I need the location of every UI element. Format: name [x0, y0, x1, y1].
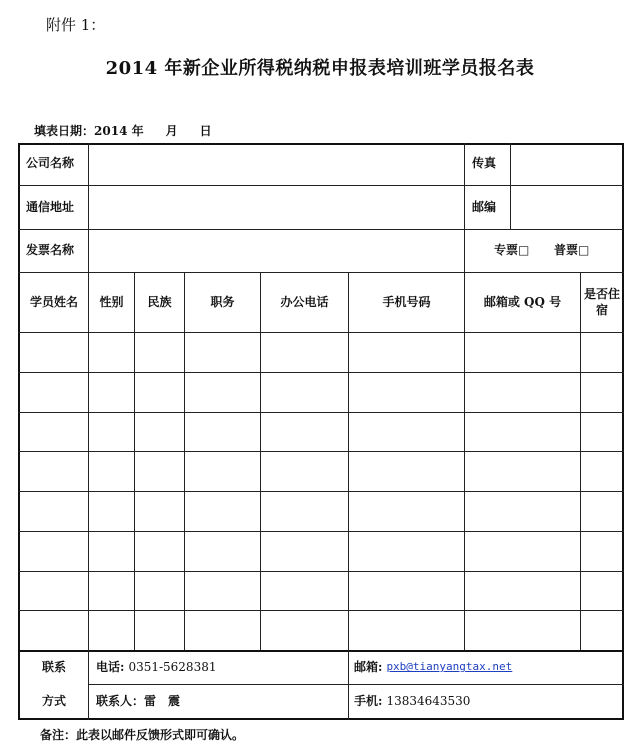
table-cell-mobile[interactable]	[350, 612, 462, 648]
contact-phone-label: 电话:	[96, 659, 125, 674]
divider	[18, 185, 624, 186]
contact-phone-value: 0351-5628381	[128, 659, 217, 674]
table-cell-mobile[interactable]	[350, 414, 462, 450]
table-cell-gender[interactable]	[90, 612, 132, 648]
address-field[interactable]	[90, 188, 462, 227]
contact-email-link[interactable]: pxb@tianyangtax.net	[386, 660, 513, 674]
table-cell-office-phone[interactable]	[262, 453, 346, 489]
table-cell-office-phone[interactable]	[262, 334, 346, 370]
table-cell-name[interactable]	[20, 453, 86, 489]
divider	[464, 143, 465, 272]
table-cell-ethnicity[interactable]	[136, 533, 182, 569]
table-cell-mobile[interactable]	[350, 374, 462, 410]
table-cell-position[interactable]	[186, 334, 258, 370]
table-cell-accommodation[interactable]	[582, 533, 620, 569]
table-cell-mobile[interactable]	[350, 334, 462, 370]
table-cell-position[interactable]	[186, 453, 258, 489]
table-cell-office-phone[interactable]	[262, 533, 346, 569]
invoice-name-field[interactable]	[90, 232, 462, 270]
fill-date-label: 填表日期：	[34, 124, 95, 138]
table-cell-position[interactable]	[186, 414, 258, 450]
contact-mobile-value: 13834643530	[386, 694, 471, 709]
divider	[348, 650, 349, 720]
divider	[88, 650, 89, 720]
fax-field[interactable]	[512, 145, 620, 183]
table-cell-office-phone[interactable]	[262, 612, 346, 648]
contact-label-line1: 联系	[41, 660, 66, 675]
table-cell-gender[interactable]	[90, 374, 132, 410]
column-header-ethnicity: 民族	[147, 294, 172, 309]
address-label: 通信地址	[26, 199, 75, 214]
table-cell-position[interactable]	[186, 533, 258, 569]
fill-date-month: 月	[165, 124, 178, 138]
contact-person-value: 雷 震	[144, 694, 181, 709]
table-cell-name[interactable]	[20, 493, 86, 529]
table-cell-ethnicity[interactable]	[136, 573, 182, 609]
table-cell-office-phone[interactable]	[262, 414, 346, 450]
column-header-position: 职务	[210, 294, 235, 309]
contact-person	[96, 685, 346, 719]
table-cell-name[interactable]	[20, 414, 86, 450]
table-cell-ethnicity[interactable]	[136, 612, 182, 648]
table-cell-position[interactable]	[186, 493, 258, 529]
divider	[18, 451, 624, 452]
contact-mobile-label: 手机:	[354, 694, 383, 709]
column-header-email-qq: 邮箱或 QQ 号	[483, 294, 562, 309]
divider	[18, 531, 624, 532]
table-cell-ethnicity[interactable]	[136, 334, 182, 370]
divider	[580, 272, 581, 650]
table-cell-email-qq[interactable]	[466, 533, 578, 569]
table-cell-ethnicity[interactable]	[136, 374, 182, 410]
table-cell-accommodation[interactable]	[582, 374, 620, 410]
divider	[18, 610, 624, 611]
table-cell-email-qq[interactable]	[466, 612, 578, 648]
divider	[18, 332, 624, 333]
column-header-office-phone: 办公电话	[280, 294, 329, 309]
table-cell-name[interactable]	[20, 612, 86, 648]
fax-label: 传真	[472, 156, 497, 171]
table-cell-accommodation[interactable]	[582, 453, 620, 489]
table-cell-accommodation[interactable]	[582, 334, 620, 370]
table-cell-office-phone[interactable]	[262, 573, 346, 609]
footer-note: 备注：此表以邮件反馈形式即可确认。	[40, 728, 245, 742]
fill-date-year: 2014 年	[94, 124, 144, 138]
page-title: 2014 年新企业所得税纳税申报表培训班学员报名表	[105, 58, 535, 79]
column-header-accommodation: 是否住宿	[584, 286, 621, 317]
table-cell-gender[interactable]	[90, 414, 132, 450]
table-cell-gender[interactable]	[90, 493, 132, 529]
table-cell-name[interactable]	[20, 573, 86, 609]
table-cell-accommodation[interactable]	[582, 414, 620, 450]
table-cell-mobile[interactable]	[350, 533, 462, 569]
attachment-label: 附件 1：	[46, 16, 106, 34]
contact-mobile	[354, 685, 620, 719]
table-cell-office-phone[interactable]	[262, 493, 346, 529]
column-header-gender: 性别	[99, 294, 124, 309]
table-cell-ethnicity[interactable]	[136, 414, 182, 450]
table-cell-name[interactable]	[20, 334, 86, 370]
company-name-field[interactable]	[90, 145, 462, 183]
invoice-name-label: 发票名称	[26, 243, 75, 258]
divider	[18, 571, 624, 572]
table-cell-email-qq[interactable]	[466, 493, 578, 529]
table-cell-email-qq[interactable]	[466, 453, 578, 489]
divider	[18, 491, 624, 492]
postcode-label: 邮编	[472, 199, 497, 214]
table-cell-email-qq[interactable]	[466, 573, 578, 609]
table-cell-position[interactable]	[186, 573, 258, 609]
postcode-field[interactable]	[512, 188, 620, 227]
contact-email-label: 邮箱:	[354, 659, 383, 674]
divider	[88, 143, 89, 272]
table-cell-email-qq[interactable]	[466, 414, 578, 450]
table-cell-gender[interactable]	[90, 573, 132, 609]
table-cell-mobile[interactable]	[350, 453, 462, 489]
ordinary-invoice-checkbox[interactable]: 普票□	[554, 243, 590, 258]
table-cell-gender[interactable]	[90, 453, 132, 489]
table-cell-mobile[interactable]	[350, 493, 462, 529]
fill-date	[34, 122, 212, 139]
column-header-mobile: 手机号码	[382, 294, 431, 309]
divider	[18, 412, 624, 413]
table-cell-name[interactable]	[20, 533, 86, 569]
table-cell-gender[interactable]	[90, 533, 132, 569]
table-cell-position[interactable]	[186, 612, 258, 648]
table-cell-name[interactable]	[20, 374, 86, 410]
fill-date-day: 日	[199, 124, 212, 138]
divider	[510, 143, 511, 229]
contact-person-label: 联系人：	[96, 694, 145, 709]
contact-phone	[96, 651, 346, 684]
company-name-label: 公司名称	[26, 156, 75, 171]
table-cell-mobile[interactable]	[350, 573, 462, 609]
table-cell-accommodation[interactable]	[582, 612, 620, 648]
table-cell-email-qq[interactable]	[466, 374, 578, 410]
table-cell-office-phone[interactable]	[262, 374, 346, 410]
table-cell-ethnicity[interactable]	[136, 453, 182, 489]
column-header-name: 学员姓名	[29, 294, 78, 309]
contact-label-line2: 方式	[41, 694, 66, 709]
table-cell-accommodation[interactable]	[582, 573, 620, 609]
contact-email	[354, 651, 620, 684]
table-cell-gender[interactable]	[90, 334, 132, 370]
table-cell-position[interactable]	[186, 374, 258, 410]
table-cell-accommodation[interactable]	[582, 493, 620, 529]
table-cell-ethnicity[interactable]	[136, 493, 182, 529]
table-cell-email-qq[interactable]	[466, 334, 578, 370]
divider	[18, 372, 624, 373]
special-invoice-checkbox[interactable]: 专票□	[494, 243, 530, 258]
